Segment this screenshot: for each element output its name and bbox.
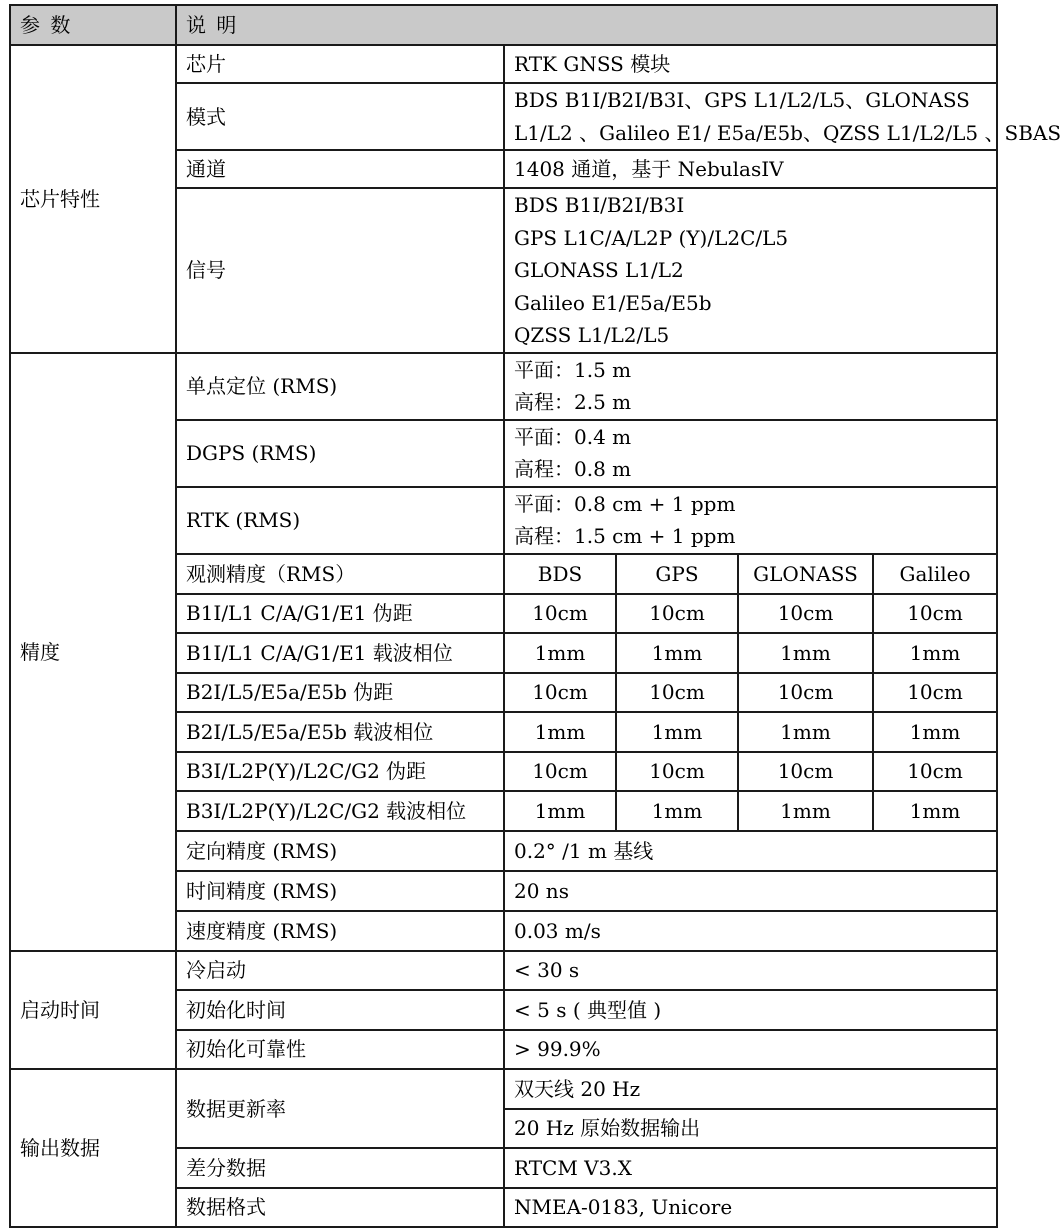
table-row (10, 951, 997, 991)
value-line: L1/L2 、Galileo E1/ E5a/E5b、QZSS L1/L2/L5 、SBAS (514, 120, 1061, 145)
value-line: Galileo E1/E5a/E5b (514, 290, 712, 315)
obs-value: 10cm (873, 594, 997, 634)
group-accuracy: 精度 (10, 353, 176, 951)
obs-value: 1mm (738, 791, 873, 831)
obs-value: 1mm (616, 791, 738, 831)
value-line: RTK GNSS 模块 (514, 52, 671, 76)
param-value (504, 188, 997, 353)
value-line: QZSS L1/L2/L5 (514, 323, 670, 347)
obs-row-label: B1I/L1 C/A/G1/E1 载波相位 (176, 633, 504, 673)
param-value: < 30 s (504, 951, 997, 991)
param-value (504, 83, 1061, 150)
obs-value: 1mm (738, 712, 873, 752)
obs-value: 1mm (616, 633, 738, 673)
obs-row-label: B3I/L2P(Y)/L2C/G2 载波相位 (176, 791, 504, 831)
obs-column-header: GLONASS (738, 554, 873, 594)
value-line: 平面：0.4 m (514, 424, 632, 449)
param-value: 20 Hz 原始数据输出 (504, 1109, 997, 1149)
param-value: > 99.9% (504, 1030, 997, 1070)
param-label: DGPS (RMS) (176, 420, 504, 487)
param-label: 单点定位 (RMS) (176, 353, 504, 420)
param-value: 双天线 20 Hz (504, 1069, 997, 1109)
group-output: 输出数据 (10, 1069, 176, 1227)
param-value (504, 150, 997, 188)
obs-value: 10cm (616, 752, 738, 792)
obs-value: 1mm (504, 791, 616, 831)
obs-value: 10cm (738, 594, 873, 634)
value-line: GLONASS L1/L2 (514, 258, 684, 282)
obs-value: 1mm (873, 633, 997, 673)
value-line: 平面：0.8 cm + 1 ppm (514, 491, 736, 516)
value-line: 高程：2.5 m (514, 390, 632, 414)
table-row (10, 1069, 997, 1109)
obs-value: 10cm (738, 752, 873, 792)
param-label: 初始化可靠性 (176, 1030, 504, 1070)
param-value (504, 420, 997, 487)
param-value: RTCM V3.X (504, 1148, 997, 1188)
obs-value: 1mm (738, 633, 873, 673)
obs-row-label: B3I/L2P(Y)/L2C/G2 伪距 (176, 752, 504, 792)
obs-column-header: GPS (616, 554, 738, 594)
obs-value: 10cm (616, 673, 738, 713)
obs-value: 10cm (873, 673, 997, 713)
param-label: 数据更新率 (176, 1069, 504, 1148)
param-label: 时间精度 (RMS) (176, 871, 504, 911)
obs-value: 1mm (504, 712, 616, 752)
param-value: < 5 s ( 典型值 ) (504, 990, 997, 1030)
param-value (504, 45, 997, 83)
table-row (10, 45, 997, 83)
obs-value: 1mm (616, 712, 738, 752)
value-line: 平面：1.5 m (514, 357, 632, 382)
obs-value: 10cm (504, 752, 616, 792)
value-line: BDS B1I/B2I/B3I、GPS L1/L2/L5、GLONASS (514, 88, 970, 112)
obs-value: 10cm (504, 594, 616, 634)
table-header-row (10, 5, 997, 45)
spec-table (9, 4, 1061, 1228)
param-label: RTK (RMS) (176, 487, 504, 554)
group-startup: 启动时间 (10, 951, 176, 1070)
param-value (504, 353, 997, 420)
value-line: BDS B1I/B2I/B3I (514, 193, 685, 217)
obs-value: 10cm (504, 673, 616, 713)
param-label: 定向精度 (RMS) (176, 831, 504, 871)
param-label: 通道 (176, 150, 504, 188)
param-label: 数据格式 (176, 1188, 504, 1228)
param-value: NMEA-0183, Unicore (504, 1188, 997, 1228)
obs-column-header: Galileo (873, 554, 997, 594)
value-line: 高程：0.8 m (514, 457, 632, 481)
param-label: 模式 (176, 83, 504, 150)
param-label: 差分数据 (176, 1148, 504, 1188)
obs-value: 1mm (873, 712, 997, 752)
param-value: 20 ns (504, 871, 997, 911)
param-label: 芯片 (176, 45, 504, 83)
group-chip: 芯片特性 (10, 45, 176, 353)
obs-row-label: B1I/L1 C/A/G1/E1 伪距 (176, 594, 504, 634)
obs-value: 10cm (738, 673, 873, 713)
obs-value: 1mm (873, 791, 997, 831)
obs-value: 10cm (873, 752, 997, 792)
obs-row-label: B2I/L5/E5a/E5b 伪距 (176, 673, 504, 713)
value-line: 1408 通道，基于 NebulasIV (514, 157, 784, 181)
value-line: GPS L1C/A/L2P (Y)/L2C/L5 (514, 225, 789, 250)
param-value: 0.2° /1 m 基线 (504, 831, 997, 871)
param-label: 初始化时间 (176, 990, 504, 1030)
obs-column-header: BDS (504, 554, 616, 594)
obs-value: 10cm (616, 594, 738, 634)
value-line: 高程：1.5 cm + 1 ppm (514, 524, 736, 548)
param-label: 速度精度 (RMS) (176, 911, 504, 951)
param-label: 信号 (176, 188, 504, 353)
table-row (10, 353, 997, 420)
obs-row-label: B2I/L5/E5a/E5b 载波相位 (176, 712, 504, 752)
header-param: 参 数 (10, 5, 176, 45)
param-label: 冷启动 (176, 951, 504, 991)
param-value: 0.03 m/s (504, 911, 997, 951)
obs-label: 观测精度（RMS） (176, 554, 504, 594)
obs-value: 1mm (504, 633, 616, 673)
header-desc: 说 明 (176, 5, 997, 45)
param-value (504, 487, 997, 554)
